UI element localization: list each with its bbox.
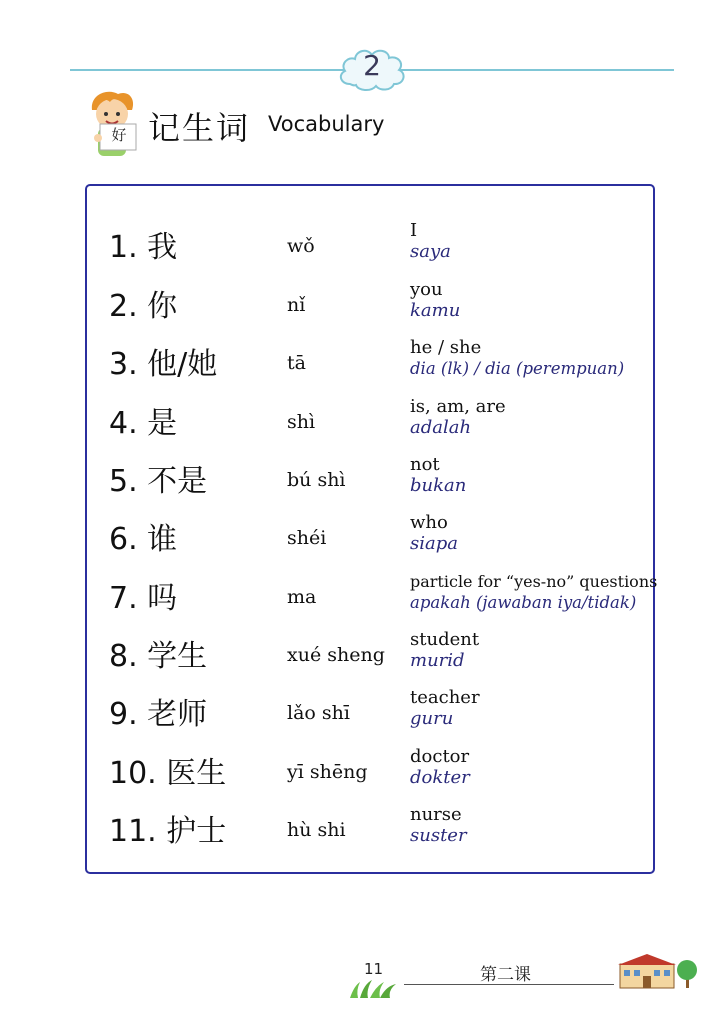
vocab-indonesian: apakah (jawaban iya/tidak): [410, 593, 637, 612]
vocab-english: student: [410, 629, 480, 650]
vocab-english: teacher: [410, 687, 480, 708]
vocab-hanzi: 2. 你: [109, 289, 178, 324]
page-number: 11: [364, 960, 384, 978]
vocab-indonesian: suster: [410, 825, 467, 846]
vocab-hanzi: 10. 医生: [109, 756, 227, 791]
vocab-hanzi: 9. 老师: [109, 697, 208, 732]
vocab-row: [87, 748, 657, 806]
vocab-english: particle for “yes-no” questions: [410, 572, 658, 591]
vocab-indonesian: dia (lk) / dia (perempuan): [410, 359, 625, 378]
vocab-hanzi: 1. 我: [109, 230, 178, 265]
mascot-sign-text: 好: [111, 126, 127, 144]
vocab-hanzi: 8. 学生: [109, 639, 208, 674]
vocab-row: [87, 222, 657, 280]
vocab-row: [87, 631, 657, 689]
vocab-pinyin: yī shēng: [287, 761, 368, 783]
vocab-row: [87, 573, 657, 631]
vocab-hanzi: 11. 护士: [109, 814, 227, 849]
vocab-hanzi: 5. 不是: [109, 464, 208, 499]
vocab-pinyin: bú shì: [287, 469, 346, 491]
vocab-row: [87, 339, 657, 397]
vocab-pinyin: hù shi: [287, 819, 346, 841]
vocab-pinyin: shéi: [287, 527, 327, 549]
vocab-pinyin: wǒ: [287, 235, 315, 257]
vocab-indonesian: kamu: [410, 300, 461, 321]
vocab-row: [87, 689, 657, 747]
grass-icon: [346, 978, 400, 998]
lesson-title: 第二课: [480, 965, 531, 985]
vocab-indonesian: guru: [410, 708, 454, 729]
vocab-row: [87, 806, 657, 864]
vocab-pinyin: lǎo shī: [287, 702, 350, 724]
vocab-english: who: [410, 512, 448, 533]
vocab-pinyin: ma: [287, 586, 317, 608]
vocab-row: [87, 281, 657, 339]
vocab-indonesian: murid: [410, 650, 465, 671]
vocab-english: you: [410, 279, 443, 300]
vocab-pinyin: xué sheng: [287, 644, 385, 666]
vocab-indonesian: saya: [410, 241, 451, 262]
school-building-icon: [616, 950, 700, 990]
vocab-english: is, am, are: [410, 396, 506, 417]
section-title-english: Vocabulary: [268, 112, 385, 136]
vocab-english: I: [410, 220, 418, 241]
vocab-english: nurse: [410, 804, 462, 825]
vocab-english: not: [410, 454, 440, 475]
vocab-hanzi: 4. 是: [109, 406, 178, 441]
vocab-row: [87, 398, 657, 456]
lesson-number: 2: [363, 49, 381, 82]
vocab-row: [87, 456, 657, 514]
vocab-hanzi: 3. 他/她: [109, 347, 218, 382]
vocab-pinyin: shì: [287, 411, 316, 433]
vocab-indonesian: siapa: [410, 533, 458, 554]
section-title-chinese: 记生词: [148, 109, 251, 147]
vocab-pinyin: nǐ: [287, 294, 306, 316]
vocab-indonesian: dokter: [410, 767, 470, 788]
vocab-english: he / she: [410, 337, 482, 358]
vocab-english: doctor: [410, 746, 470, 767]
vocab-hanzi: 6. 谁: [109, 522, 178, 557]
vocab-indonesian: bukan: [410, 475, 467, 496]
vocab-row: [87, 514, 657, 572]
vocab-indonesian: adalah: [410, 417, 472, 438]
vocab-pinyin: tā: [287, 352, 306, 374]
vocab-hanzi: 7. 吗: [109, 581, 178, 616]
vocabulary-box: [85, 184, 658, 874]
